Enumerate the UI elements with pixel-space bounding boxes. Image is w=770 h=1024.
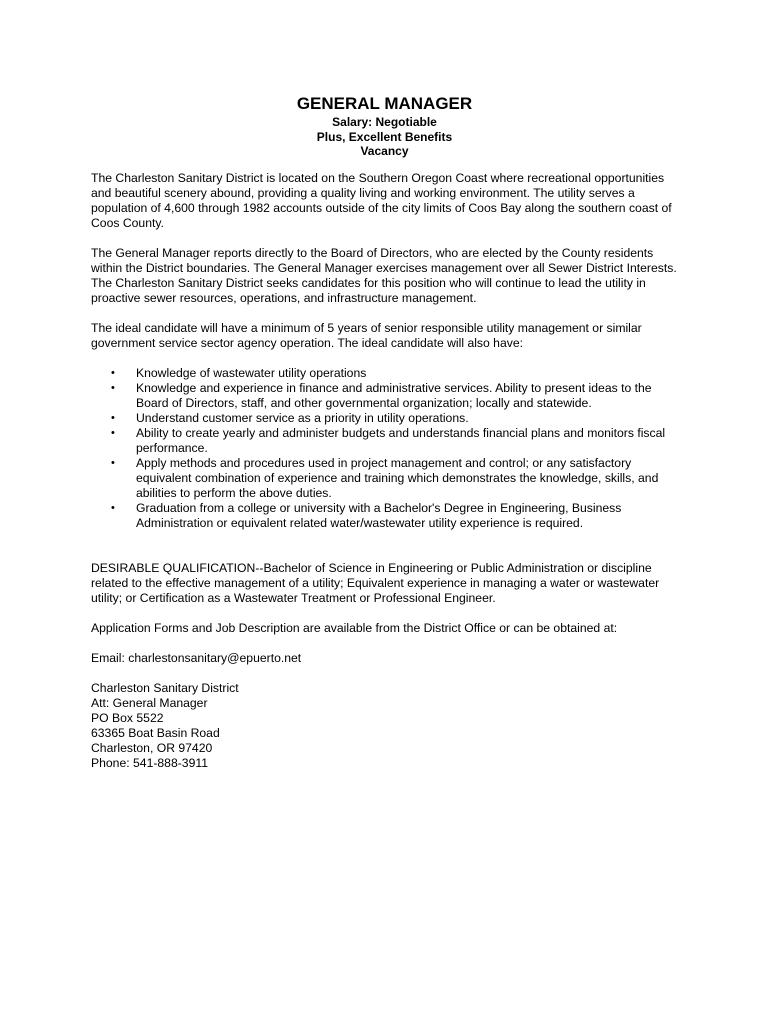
application-paragraph: Application Forms and Job Description are available from the District Office or can be obtained at: bbox=[91, 620, 618, 635]
qualification-text: Ability to create yearly and administer budgets and understands financial plans and monitors fiscal performance. bbox=[136, 425, 666, 455]
vacancy-line: Vacancy bbox=[360, 144, 409, 158]
contact-phone: Phone: 541-888-3911 bbox=[91, 755, 209, 770]
contact-city: Charleston, OR 97420 bbox=[91, 740, 213, 755]
intro-paragraph: The Charleston Sanitary District is located on the Southern Oregon Coast where recreational opportunities and beautiful scenery abound, providing a quality living and working environment. The utility serves a population of 4,600 through 1982 accounts outside of the city limits of Coos Bay along the southern coast of Coos County. bbox=[91, 170, 672, 230]
bullet-icon: • bbox=[111, 456, 115, 469]
bullet-icon: • bbox=[111, 381, 115, 394]
qualifications-list bbox=[91, 366, 681, 531]
bullet-icon: • bbox=[111, 366, 115, 379]
qualification-text: Knowledge of wastewater utility operations bbox=[136, 365, 367, 380]
bullet-icon: • bbox=[111, 501, 115, 514]
page-title: GENERAL MANAGER bbox=[296, 94, 473, 113]
salary-line: Salary: Negotiable bbox=[332, 115, 437, 129]
list-item bbox=[91, 426, 681, 456]
list-item bbox=[91, 501, 681, 531]
qualification-text: Knowledge and experience in finance and administrative services. Ability to present ideas to the Board of Directors, staff, and other governmental organization; locally and statewide. bbox=[136, 380, 652, 410]
reporting-paragraph: The General Manager reports directly to the Board of Directors, who are elected by the County residents within the District boundaries. The General Manager exercises management over all Sewer District Interests. The Charleston Sanitary District seeks candidates for this position who will continue to lead the utility in proactive sewer resources, operations, and infrastructure management. bbox=[91, 245, 677, 305]
bullet-icon: • bbox=[111, 411, 115, 424]
list-item bbox=[91, 456, 681, 501]
list-item bbox=[91, 381, 681, 411]
qualification-text: Apply methods and procedures used in project management and control; or any satisfactory equivalent combination of experience and training which demonstrates the knowledge, skills, and abilities to perform the above duties. bbox=[136, 455, 659, 500]
contact-block bbox=[91, 681, 681, 771]
contact-po-box: PO Box 5522 bbox=[91, 710, 164, 725]
contact-street: 63365 Boat Basin Road bbox=[91, 725, 220, 740]
document-page bbox=[91, 94, 681, 771]
document-header bbox=[88, 94, 681, 159]
list-item bbox=[91, 411, 681, 426]
list-item bbox=[91, 366, 681, 381]
contact-attention: Att: General Manager bbox=[91, 695, 208, 710]
contact-organization: Charleston Sanitary District bbox=[91, 680, 239, 695]
candidate-paragraph: The ideal candidate will have a minimum of 5 years of senior responsible utility management or similar government service sector agency operation. The ideal candidate will also have: bbox=[91, 320, 642, 350]
benefits-line: Plus, Excellent Benefits bbox=[316, 129, 453, 144]
email-line: Email: charlestonsanitary@epuerto.net bbox=[91, 650, 302, 665]
qualification-text: Understand customer service as a priority in utility operations. bbox=[136, 410, 469, 425]
desirable-qualification-paragraph: DESIRABLE QUALIFICATION--Bachelor of Science in Engineering or Public Administration or discipline related to the effective management of a utility; Equivalent experience in managing a water or wastewater utility; or Certification as a Wastewater Treatment or Professional Engineer. bbox=[91, 560, 660, 605]
bullet-icon: • bbox=[111, 426, 115, 439]
qualification-text: Graduation from a college or university with a Bachelor's Degree in Engineering, Business Administration or equivalent related water/wastewater utility experience is required. bbox=[136, 500, 622, 530]
